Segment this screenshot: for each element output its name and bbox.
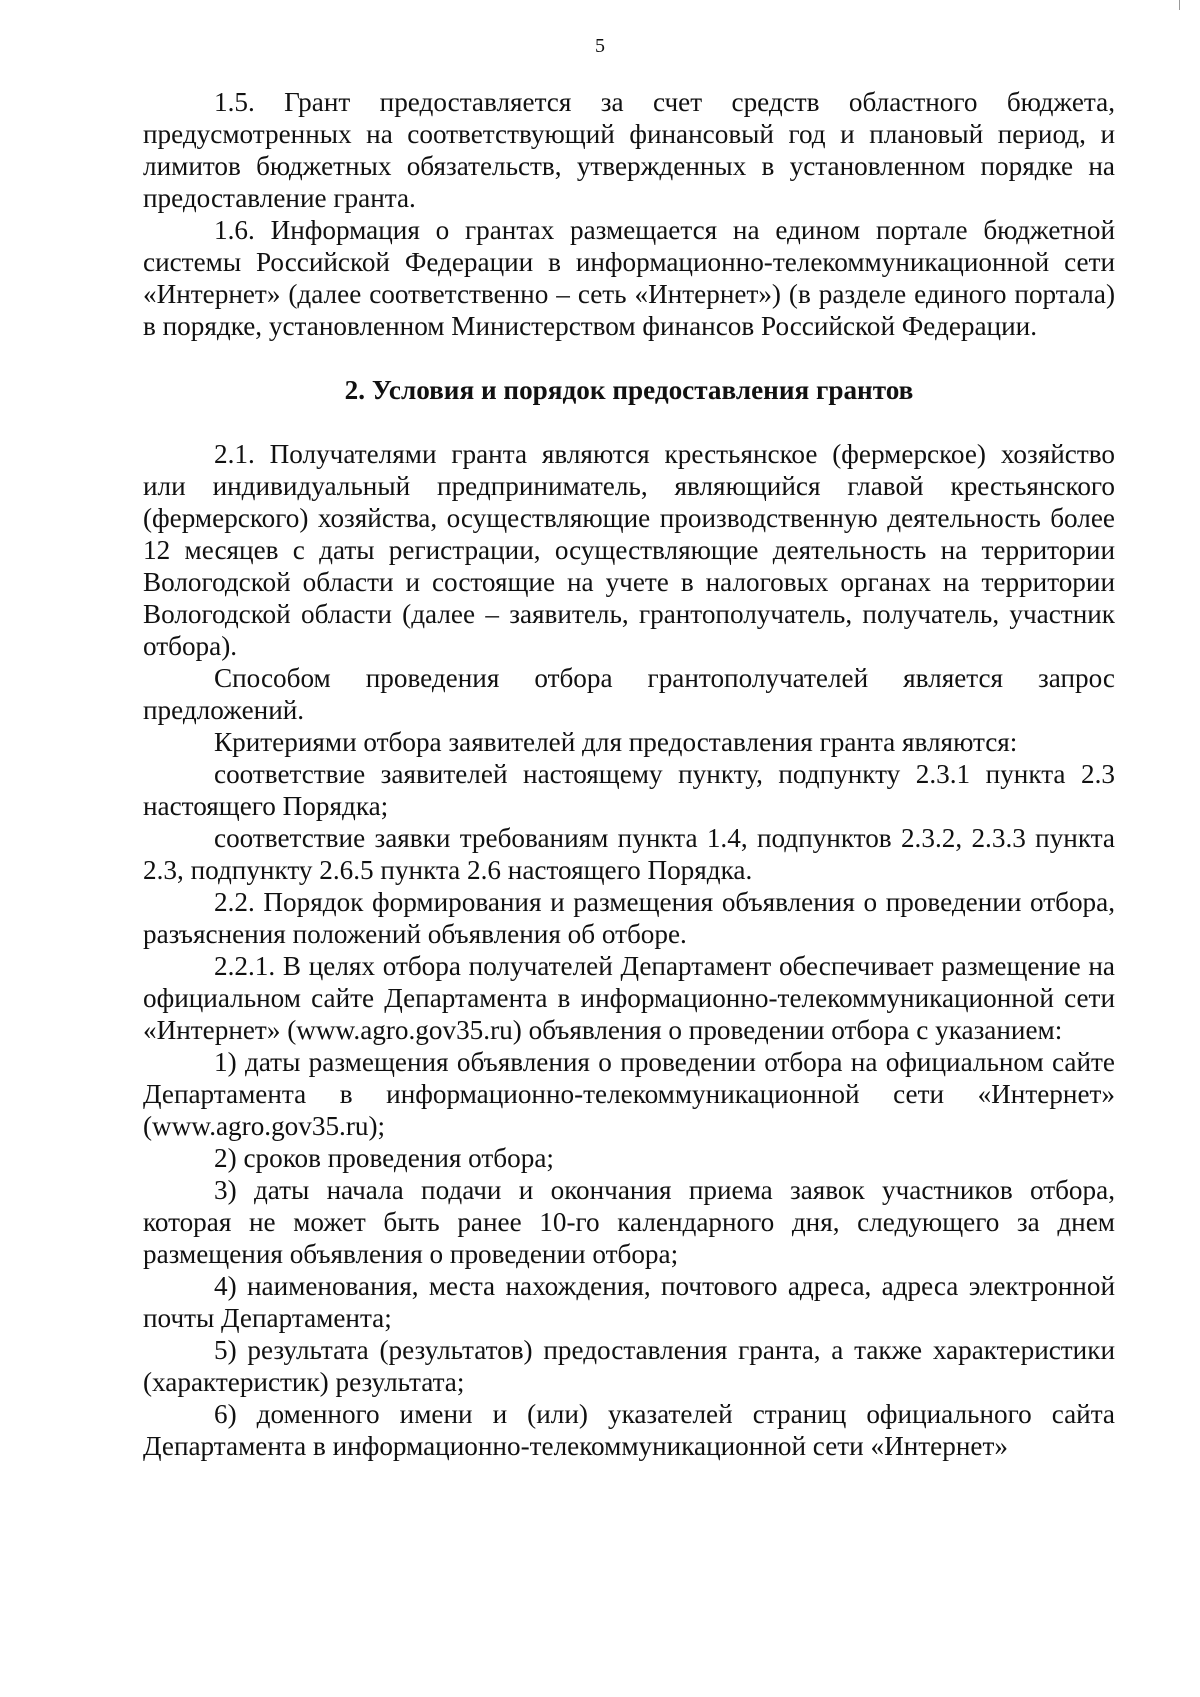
page-number: 5 [595,35,605,57]
paragraph-2-2-1: 2.2.1. В целях отбора получателей Департамент обеспечивает размещение на официальном сайте Департамента в информационно-телекоммуникационной сети «Интернет» (www.agro.gov35.ru) объявления о проведении отбора с указанием: [143,951,1115,1045]
paragraph-2-2: 2.2. Порядок формирования и размещения объявления о проведении отбора, разъяснения положений объявления об отборе. [143,887,1115,949]
list-item-6: 6) доменного имени и (или) указателей страниц официального сайта Департамента в информационно-телекоммуникационной сети «Интернет» [143,1399,1115,1461]
list-item-4: 4) наименования, места нахождения, почтового адреса, адреса электронной почты Департамента; [143,1271,1115,1333]
paragraph-1-5: 1.5. Грант предоставляется за счет средств областного бюджета, предусмотренных на соответствующий финансовый год и плановый период, и лимитов бюджетных обязательств, утвержденных в установленном порядке на предоставление гранта. [143,87,1115,213]
paragraph-criteria-intro: Критериями отбора заявителей для предоставления гранта являются: [214,727,1018,757]
scan-artifact [1179,0,1180,10]
list-item-5: 5) результата (результатов) предоставления гранта, а также характеристики (характеристик) результата; [143,1335,1115,1397]
paragraph-criterion-2: соответствие заявки требованиям пункта 1.4, подпунктов 2.3.2, 2.3.3 пункта 2.3, подпункту 2.6.5 пункта 2.6 настоящего Порядка. [143,823,1115,885]
section-heading: 2. Условия и порядок предоставления грантов [344,375,914,405]
paragraph-1-6: 1.6. Информация о грантах размещается на едином портале бюджетной системы Российской Федерации в информационно-телекоммуникационной сети «Интернет» (далее соответственно – сеть «Интернет») (в разделе единого портала) в порядке, установленном Министерством финансов Российской Федерации. [143,215,1115,341]
list-item-1: 1) даты размещения объявления о проведении отбора на официальном сайте Департамента в информационно-телекоммуникационной сети «Интернет» (www.agro.gov35.ru); [143,1047,1115,1141]
paragraph-selection-method: Способом проведения отбора грантополучателей является запрос предложений. [143,663,1115,725]
list-item-2: 2) сроков проведения отбора; [214,1143,554,1173]
list-item-3: 3) даты начала подачи и окончания приема заявок участников отбора, которая не может быть ранее 10-го календарного дня, следующего за днем размещения объявления о проведении отбора; [143,1175,1115,1269]
document-body [143,86,1115,1462]
paragraph-2-1: 2.1. Получателями гранта являются крестьянское (фермерское) хозяйство или индивидуальный предприниматель, являющийся главой крестьянского (фермерского) хозяйства, осуществляющие производственную деятельность более 12 месяцев с даты регистрации, осуществляющие деятельность на территории Вологодской области и состоящие на учете в налоговых органах на территории Вологодской области (далее – заявитель, грантополучатель, получатель, участник отбора). [143,439,1115,661]
paragraph-criterion-1: соответствие заявителей настоящему пункту, подпункту 2.3.1 пункта 2.3 настоящего Порядка; [143,759,1115,821]
